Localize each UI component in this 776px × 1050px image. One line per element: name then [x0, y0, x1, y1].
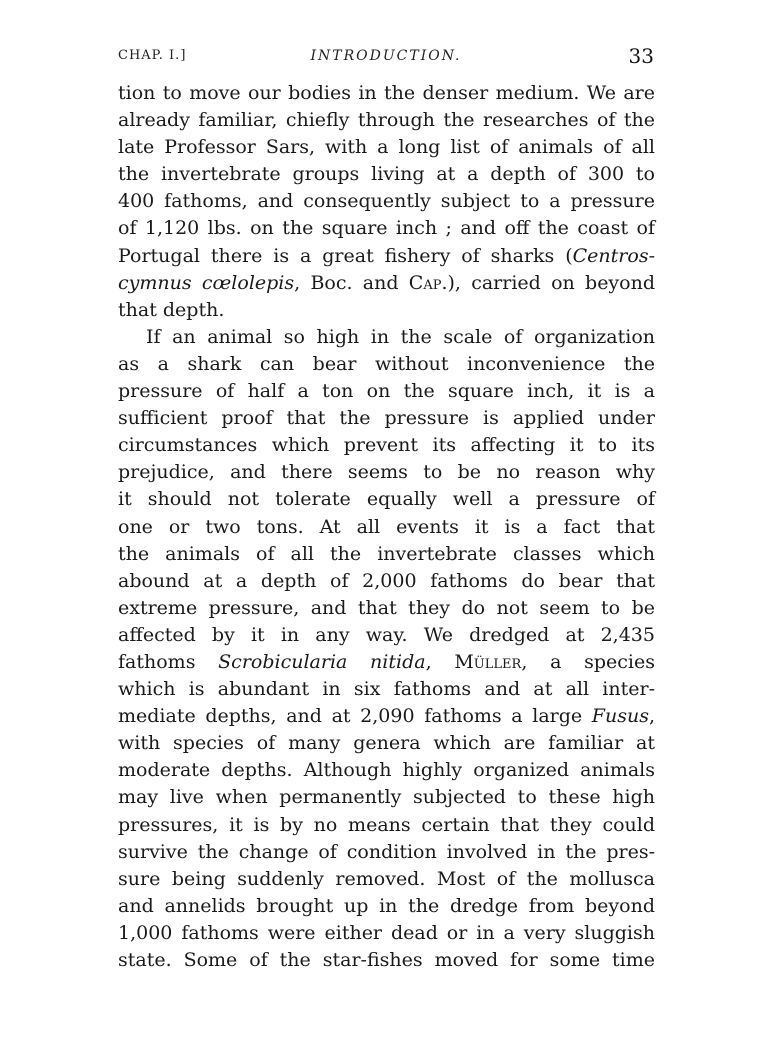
- body-text: [118, 80, 655, 974]
- text-line: it should not tolerate equally well a pressure of: [118, 488, 655, 511]
- text-line: fathoms Scrobicularia nitida, Müller, a species: [118, 650, 655, 673]
- text-line: and annelids brought up in the dredge from beyond: [118, 894, 655, 917]
- text-line: sufficient proof that the pressure is applied under: [118, 407, 655, 430]
- paragraph-start-line: If an animal so high in the scale of organization: [146, 325, 655, 348]
- text-line: survive the change of condition involved in the pres-: [118, 840, 655, 863]
- text-line: mediate depths, and at 2,090 fathoms a large Fusus,: [118, 705, 655, 728]
- text-line: already familiar, chiefly through the researches of the: [118, 109, 655, 132]
- text-line: prejudice, and there seems to be no reason why: [118, 461, 655, 484]
- text-line: pressures, it is by no means certain that they could: [118, 813, 655, 836]
- species-name: Scrobicularia nitida: [218, 650, 426, 673]
- text-line: that depth.: [118, 298, 225, 321]
- text-line: 400 fathoms, and consequently subject to a pressure: [118, 190, 655, 213]
- chapter-label: CHAP. I.]: [118, 48, 187, 63]
- text-line: affected by it in any way. We dredged at 2,435: [118, 623, 655, 646]
- text-line: state. Some of the star-fishes moved for some time: [118, 949, 655, 971]
- text-line: late Professor Sars, with a long list of animals of all: [118, 136, 655, 159]
- text-line: pressure of half a ton on the square inch, it is a: [118, 380, 655, 403]
- text-line: as a shark can bear without inconvenience the: [118, 352, 655, 375]
- text-line: one or two tons. At all events it is a fact that: [118, 515, 655, 538]
- text-line: circumstances which prevent its affecting it to its: [118, 434, 655, 457]
- species-name: Centros-: [572, 244, 655, 267]
- text-line: of 1,120 lbs. on the square inch ; and off the coast of: [118, 217, 655, 240]
- author-name: Cap.: [408, 271, 448, 294]
- text-line: the invertebrate groups living at a depth of 300 to: [118, 163, 655, 186]
- text-line: extreme pressure, and that they do not seem to be: [118, 596, 655, 619]
- text-line: moderate depths. Although highly organized animals: [118, 759, 655, 782]
- text-line: sure being suddenly removed. Most of the mollusca: [118, 867, 655, 890]
- text-line: cymnus cœlolepis, Boc. and Cap.), carried on beyond: [118, 271, 656, 294]
- species-name: cymnus cœlolepis: [118, 271, 295, 294]
- text-line: 1,000 fathoms were either dead or in a very sluggish: [118, 921, 655, 944]
- text-line: the animals of all the invertebrate classes which: [118, 542, 655, 565]
- genus-name: Fusus: [591, 705, 649, 728]
- running-header: [118, 44, 654, 76]
- text-line: tion to move our bodies in the denser medium. We are: [118, 82, 655, 104]
- text-line: with species of many genera which are familiar at: [118, 732, 655, 755]
- author-name: Müller: [454, 650, 522, 673]
- running-title: INTRODUCTION.: [310, 48, 462, 64]
- page-number: 33: [628, 44, 654, 68]
- text-line: Portugal there is a great fishery of sharks (Centros-: [118, 244, 655, 267]
- text-line: may live when permanently subjected to these high: [118, 786, 655, 809]
- text-line: abound at a depth of 2,000 fathoms do bear that: [118, 569, 655, 592]
- text-line: which is abundant in six fathoms and at all inter-: [118, 678, 655, 701]
